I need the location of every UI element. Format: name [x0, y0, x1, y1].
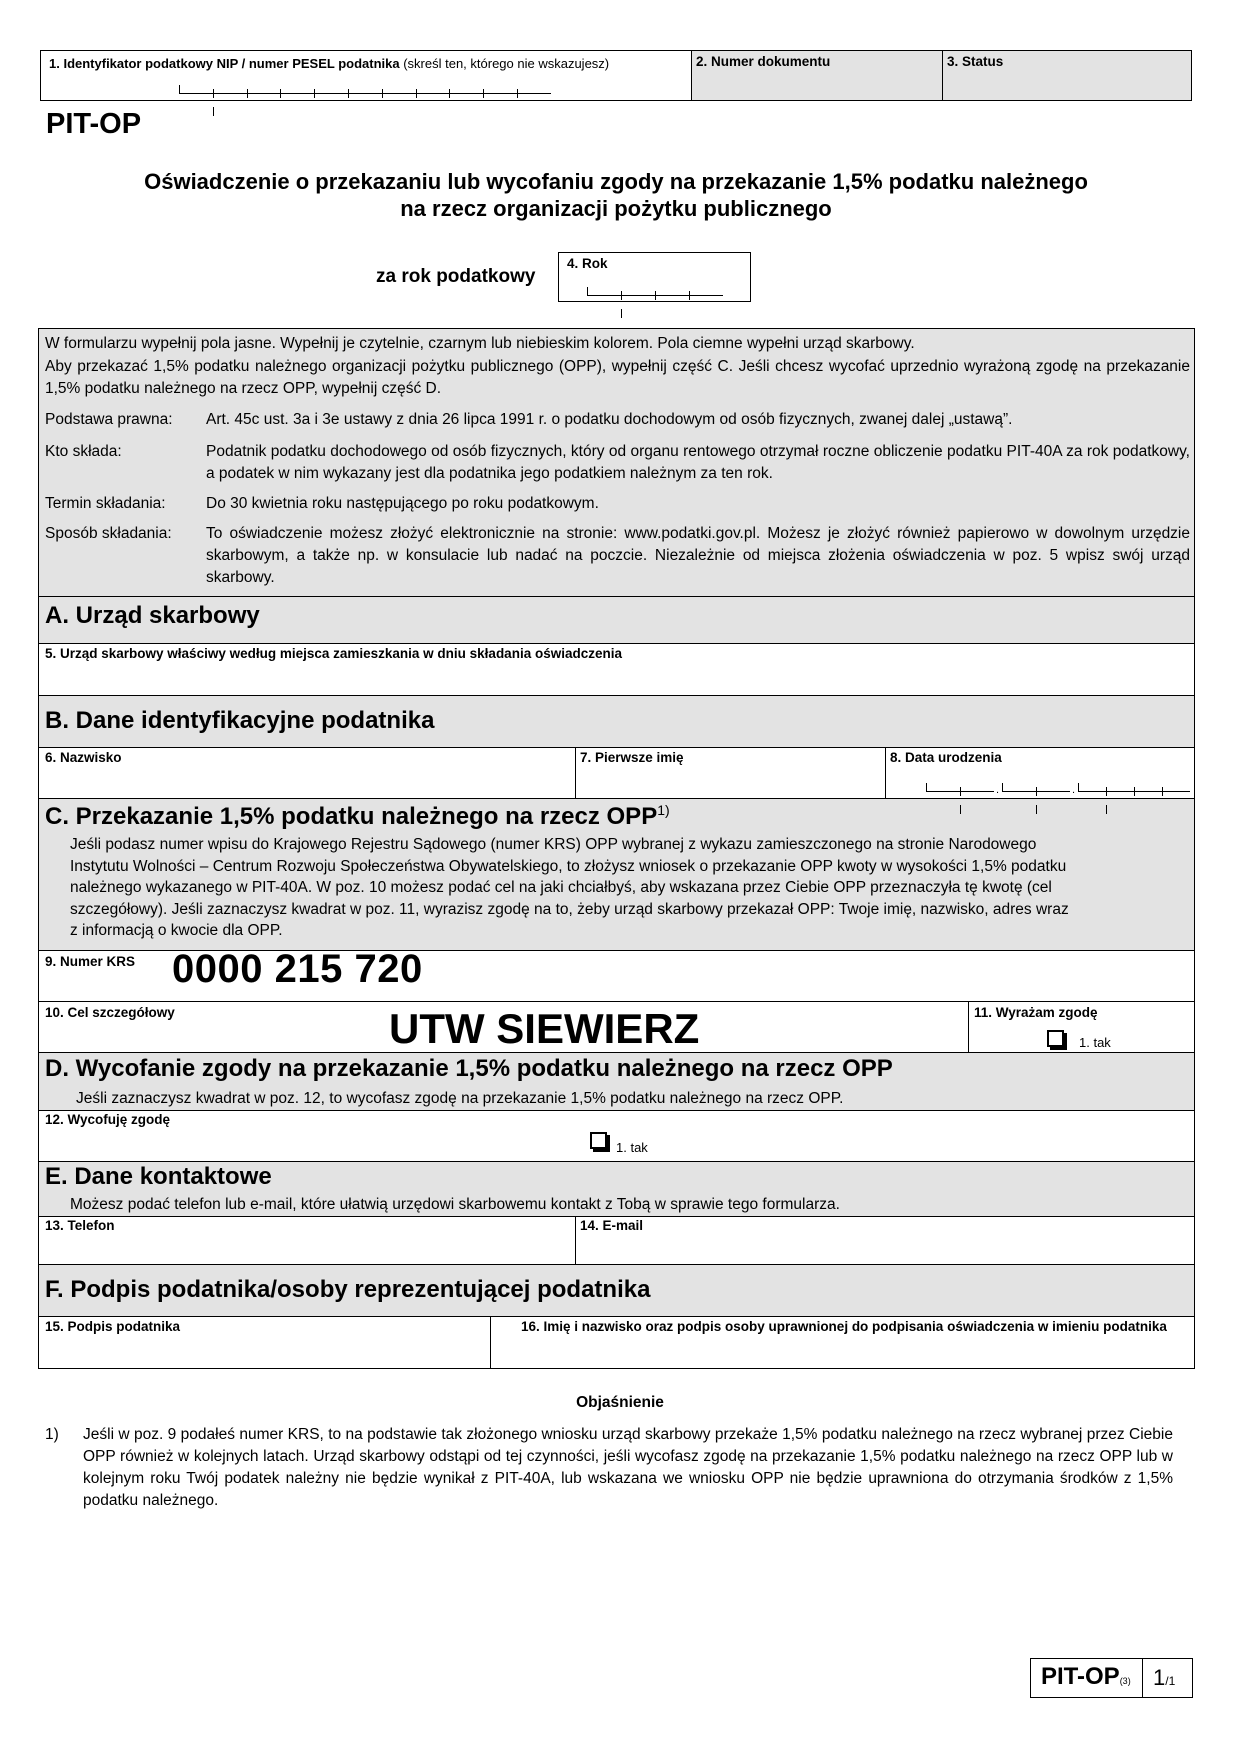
field-12-option: 1. tak — [616, 1140, 648, 1155]
section-c-description — [70, 834, 1195, 942]
field-3-label: 3. Status — [947, 54, 1004, 69]
title-line-1: Oświadczenie o przekazaniu lub wycofaniu zgody na przekazanie 1,5% podatku należnego — [144, 169, 1088, 194]
explanation-text: Jeśli w poz. 9 podałeś numer KRS, to na podstawie tak złożonego wniosku urząd skarbowy przekaże 1,5% podatku należnego na rzecz wybranej przez Ciebie OPP również w kolejnych latach. Urząd skarbowy odstąpi od tej czynności, jeśli wycofasz zgodę na przekazanie 1,5% podatku należnego na rzecz OPP lub w kolejnym roku Twój podatek należny nie będzie wynikał z PIT-40A, lub wskazana we wniosku OPP nie będzie uprawniona do otrzymania środków z 1,5% podatku należnego. — [83, 1426, 1173, 1509]
section-e-title: E. Dane kontaktowe — [45, 1163, 272, 1190]
field-1-note: (skreśl ten, którego nie wskazujesz) — [403, 56, 610, 71]
who-files-key: Kto składa: — [45, 443, 122, 460]
withdraw-checkbox[interactable] — [590, 1132, 607, 1149]
title-line-2: na rzecz organizacji pożytku publicznego — [400, 196, 832, 221]
section-c-title — [45, 802, 670, 831]
form-title — [40, 168, 1192, 222]
footnote-mark: 1) — [657, 802, 670, 818]
section-b-title: B. Dane identyfikacyjne podatnika — [45, 707, 435, 734]
section-c-desc-line-4: szczegółowy). Jeśli zaznaczysz kwadrat w poz. 11, wyrazisz zgodę na to, żeby urząd skarbowy przekazał OPP: Twoje imię, nazwisko, adres wraz — [70, 900, 1069, 918]
nip-digit-boxes — [179, 85, 551, 94]
field-12-label: 12. Wycofuję zgodę — [45, 1112, 171, 1127]
section-d-description: Jeśli zaznaczysz kwadrat w poz. 12, to wycofasz zgodę na przekazanie 1,5% podatku należnego na rzecz OPP. — [76, 1090, 844, 1107]
footer-page-number: 1 — [1153, 1665, 1166, 1690]
field-10-value: UTW SIEWIERZ — [389, 1005, 700, 1052]
field-7-label: 7. Pierwsze imię — [580, 750, 684, 765]
footer-form-code: PIT-OP — [1041, 1663, 1120, 1690]
field-14-label: 14. E-mail — [580, 1218, 644, 1233]
field-7-first-name[interactable] — [575, 747, 886, 799]
field-12-withdraw-consent — [38, 1110, 1195, 1162]
intro-line-1: W formularzu wypełnij pola jasne. Wypełnij je czytelnie, czarnym lub niebieskim kolorem. Pola ciemne wypełni urząd skarbowy. — [45, 335, 915, 352]
field-6-surname[interactable] — [38, 747, 576, 799]
footer-form-code-box — [1030, 1658, 1143, 1698]
year-prefix: za rok podatkowy — [376, 266, 536, 287]
birth-month-boxes — [1002, 783, 1070, 792]
field-11-option: 1. tak — [1079, 1035, 1111, 1050]
field-9-value: 0000 215 720 — [172, 947, 423, 991]
section-c-title-text: C. Przekazanie 1,5% podatku należnego na rzecz OPP — [45, 803, 658, 830]
divider-a — [38, 596, 1195, 597]
section-d-title: D. Wycofanie zgody na przekazanie 1,5% podatku należnego na rzecz OPP — [45, 1055, 893, 1082]
birth-year-digits — [1078, 783, 1190, 792]
field-1-nip-pesel[interactable] — [40, 50, 692, 101]
field-10-detailed-purpose[interactable] — [38, 1001, 969, 1053]
field-8-birth-date[interactable]: 8. Data urodzenia . . — [885, 747, 1195, 799]
field-11-consent — [968, 1001, 1195, 1053]
consent-checkbox[interactable] — [1047, 1030, 1064, 1047]
field-14-email[interactable] — [575, 1216, 1195, 1265]
section-c-desc-line-5: z informacją o kwocie dla OPP. — [70, 922, 283, 939]
birth-day-boxes — [926, 783, 994, 792]
form-code: PIT-OP — [46, 108, 142, 140]
footer-page-total: /1 — [1165, 1674, 1176, 1688]
year-digit-boxes — [587, 287, 723, 296]
section-c-desc-line-1: Jeśli podasz numer wpisu do Krajowego Rejestru Sądowego (numer KRS) OPP wybranej z wykazu zamieszczonego na stronie Narodowego — [70, 836, 1037, 853]
field-13-label: 13. Telefon — [45, 1218, 115, 1233]
field-13-phone[interactable] — [38, 1216, 576, 1265]
field-15-label: 15. Podpis podatnika — [45, 1319, 181, 1334]
explanation-title: Objaśnienie — [576, 1394, 664, 1411]
field-2-label: 2. Numer dokumentu — [696, 54, 831, 69]
section-c-desc-line-2: Instytutu Wolności – Centrum Rozwoju Społeczeństwa Obywatelskiego, to złożysz wniosek o przekazanie OPP kwoty w wysokości 1,5% podatku — [70, 857, 1067, 875]
field-3-status — [942, 50, 1192, 101]
field-8-label: 8. Data urodzenia — [890, 750, 1002, 765]
field-10-label: 10. Cel szczegółowy — [45, 1005, 175, 1020]
field-15-taxpayer-signature[interactable] — [38, 1316, 491, 1369]
field-6-label: 6. Nazwisko — [45, 750, 122, 765]
field-11-label: 11. Wyrażam zgodę — [974, 1005, 1098, 1020]
field-4-year[interactable] — [558, 252, 751, 302]
section-a-title: A. Urząd skarbowy — [45, 602, 260, 629]
field-4-label: 4. Rok — [567, 256, 608, 271]
method-key: Sposób składania: — [45, 525, 172, 542]
explanation-number: 1) — [45, 1426, 59, 1443]
legal-basis-key: Podstawa prawna: — [45, 411, 173, 428]
deadline-key: Termin składania: — [45, 495, 166, 512]
section-e-description: Możesz podać telefon lub e-mail, które ułatwią urzędowi skarbowemu kontakt z Tobą w sprawie tego formularza. — [70, 1196, 840, 1213]
field-9-label: 9. Numer KRS — [45, 954, 136, 969]
who-files-value: Podatnik podatku dochodowego od osób fizycznych, który od organu rentowego otrzymał roczne obliczenie podatku PIT-40A za rok podatkowy, a podatek w nim wykazany jest dla podatnika jego podatkiem należnym za ten rok. — [206, 443, 1190, 482]
footer-version: (3) — [1119, 1676, 1131, 1686]
section-c-desc-line-3: należnego wykazanego w PIT-40A. W poz. 10 możesz podać cel na jaki chciałbyś, aby wskazana przez Ciebie OPP przeznaczyła tę kwotę (cel — [70, 879, 1052, 896]
legal-basis-value: Art. 45c ust. 3a i 3e ustawy z dnia 26 lipca 1991 r. o podatku dochodowym od osób fizycznych, zwanej dalej „ustawą”. — [206, 411, 1013, 428]
intro-line-2: Aby przekazać 1,5% podatku należnego organizacji pożytku publicznego (OPP), wypełnij część C. Jeśli chcesz wycofać uprzednio wyrażoną zgodę na przekazanie 1,5% podatku należnego na rzecz OPP, wypełnij część D. — [45, 358, 1190, 397]
section-f-title: F. Podpis podatnika/osoby reprezentującej podatnika — [45, 1276, 651, 1303]
footer-page-box — [1142, 1658, 1193, 1698]
field-1-label: 1. Identyfikator podatkowy NIP / numer PESEL podatnika — [49, 56, 400, 71]
field-2-document-number — [691, 50, 943, 101]
field-5-label: 5. Urząd skarbowy właściwy według miejsca zamieszkania w dniu składania oświadczenia — [45, 646, 622, 661]
field-9-krs-number[interactable] — [38, 947, 1195, 1002]
field-16-representative-signature[interactable] — [490, 1316, 1195, 1369]
field-5-tax-office[interactable] — [38, 643, 1195, 696]
field-16-label: 16. Imię i nazwisko oraz podpis osoby uprawnionej do podpisania oświadczenia w imieniu podatnika — [521, 1319, 1167, 1334]
deadline-value: Do 30 kwietnia roku następującego po roku podatkowym. — [206, 495, 599, 512]
method-value: To oświadczenie możesz złożyć elektronicznie na stronie: www.podatki.gov.pl. Możesz je złożyć również papierowo w dowolnym urzędzie skarbowym, a także np. w konsulacie lub nadać na poczcie. Niezależnie od miejsca złożenia oświadczenia w poz. 5 wpisz swój urząd skarbowy. — [206, 525, 1190, 586]
